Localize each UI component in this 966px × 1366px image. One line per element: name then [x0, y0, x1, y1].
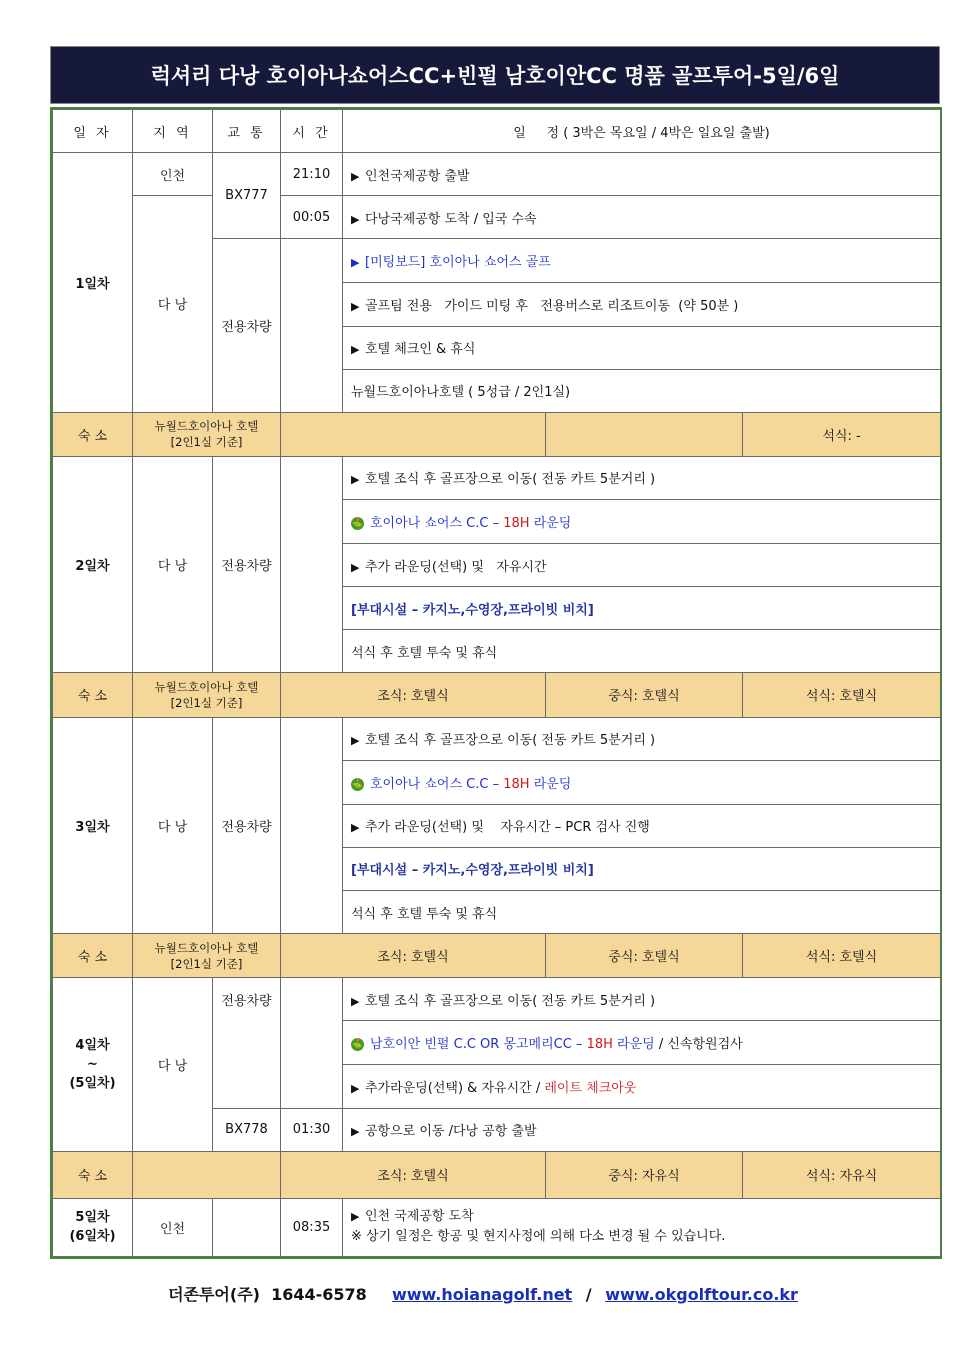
meal-dinner: 석식: 호텔식 — [743, 934, 941, 978]
schedule-item: ▶ 인천국제공항 출발 — [343, 153, 941, 196]
stay-hotel: 뉴월드호이아나 호텔 [2인1실 기준] — [133, 412, 281, 456]
page-title: 럭셔리 다낭 호이아나쇼어스CC+빈펄 남호이안CC 명품 골프투어-5일/6일 — [50, 46, 940, 104]
table-row — [53, 456, 941, 499]
schedule-item: ▶ 호텔 체크인 & 휴식 — [343, 326, 941, 369]
arrow-icon: ▶ — [351, 473, 360, 487]
stay-label: 숙 소 — [53, 1151, 133, 1198]
stay-row — [53, 1151, 941, 1198]
time-cell: 00:05 — [281, 196, 343, 239]
schedule-item: ▶ 호텔 조식 후 골프장으로 이동( 전동 카트 5분거리 ) — [343, 456, 941, 499]
table-row — [53, 1198, 941, 1256]
meal-lunch: 중식: 호텔식 — [546, 934, 743, 978]
time-cell — [281, 239, 343, 412]
day-label: 5일차 (6일차) — [53, 1198, 133, 1256]
footer — [0, 1282, 966, 1305]
meal-dinner: 석식: - — [743, 412, 941, 456]
arrow-icon: ▶ — [351, 343, 360, 357]
meal-lunch: 중식: 자유식 — [546, 1151, 743, 1198]
stay-label: 숙 소 — [53, 934, 133, 978]
itinerary-table — [52, 109, 941, 1257]
day-label: 4일차 ~ (5일차) — [53, 978, 133, 1151]
vehicle-cell: 전용차량 — [213, 239, 281, 412]
flight-cell: BX778 — [213, 1108, 281, 1151]
header-region: 지 역 — [133, 110, 213, 153]
meal-dinner: 석식: 자유식 — [743, 1151, 941, 1198]
table-row — [53, 978, 941, 1021]
table-row — [53, 717, 941, 760]
table-row — [53, 153, 941, 196]
stay-hotel: 뉴월드호이아나 호텔 [2인1실 기준] — [133, 934, 281, 978]
golf-icon: ⛳ — [351, 778, 364, 789]
header-row — [53, 110, 941, 153]
time-cell — [281, 717, 343, 934]
arrow-icon: ▶ — [351, 169, 360, 183]
stay-label: 숙 소 — [53, 673, 133, 717]
meal-breakfast: 조식: 호텔식 — [281, 1151, 546, 1198]
arrow-icon: ▶ — [351, 1210, 360, 1224]
schedule-item: [부대시설 – 카지노,수영장,프라이빗 비치] — [343, 847, 941, 890]
vehicle-cell: 전용차량 — [213, 978, 281, 1108]
header-transport: 교 통 — [213, 110, 281, 153]
schedule-item: ⛳ 남호이안 빈펄 C.C OR 몽고메리CC – 18H 라운딩 / 신속항원검사 — [343, 1021, 941, 1065]
website-link-okgolftour[interactable]: www.okgolftour.co.kr — [605, 1285, 798, 1304]
table-row — [53, 196, 941, 239]
schedule-item: ▶ 인천 국제공항 도착 ※ 상기 일정은 항공 및 현지사정에 의해 다소 변경 될 수 있습니다. — [343, 1198, 941, 1256]
region-cell: 다 낭 — [133, 978, 213, 1151]
time-cell: 01:30 — [281, 1108, 343, 1151]
arrow-icon: ▶ — [351, 994, 360, 1008]
day-label: 3일차 — [53, 717, 133, 934]
time-cell: 08:35 — [281, 1198, 343, 1256]
region-cell: 다 낭 — [133, 717, 213, 934]
stay-hotel — [133, 1151, 281, 1198]
region-cell: 인천 — [133, 1198, 213, 1256]
flight-cell: BX777 — [213, 153, 281, 239]
day-label: 1일차 — [53, 153, 133, 413]
stay-hotel: 뉴월드호이아나 호텔 [2인1실 기준] — [133, 673, 281, 717]
schedule-item: ▶ [미팅보드] 호이아나 쇼어스 골프 — [343, 239, 941, 283]
arrow-icon: ▶ — [351, 256, 360, 270]
stay-label: 숙 소 — [53, 412, 133, 456]
schedule-item: 석식 후 호텔 투숙 및 휴식 — [343, 890, 941, 933]
company-contact: 더존투어(주) 1644-6578 — [168, 1285, 367, 1304]
arrow-icon: ▶ — [351, 821, 360, 835]
website-link-hoianagolf[interactable]: www.hoianagolf.net — [391, 1285, 573, 1304]
header-schedule: 일 정 ( 3박은 목요일 / 4박은 일요일 출발) — [343, 110, 941, 153]
schedule-item: [부대시설 – 카지노,수영장,프라이빗 비치] — [343, 587, 941, 630]
schedule-item: ▶ 공항으로 이동 /다낭 공항 출발 — [343, 1108, 941, 1151]
schedule-item: ▶ 추가 라운딩(선택) 및 자유시간 – PCR 검사 진행 — [343, 804, 941, 847]
region-cell: 인천 — [133, 153, 213, 196]
meal-breakfast: 조식: 호텔식 — [281, 673, 546, 717]
vehicle-cell: 전용차량 — [213, 717, 281, 934]
schedule-item: ⛳ 호이아나 쇼어스 C.C – 18H 라운딩 — [343, 760, 941, 804]
schedule-item: ▶ 호텔 조식 후 골프장으로 이동( 전동 카트 5분거리 ) — [343, 978, 941, 1021]
vehicle-cell: 전용차량 — [213, 456, 281, 673]
region-cell: 다 낭 — [133, 196, 213, 413]
meal-lunch — [546, 412, 743, 456]
arrow-icon: ▶ — [351, 560, 360, 574]
schedule-item: ▶ 호텔 조식 후 골프장으로 이동( 전동 카트 5분거리 ) — [343, 717, 941, 760]
flight-cell — [213, 1198, 281, 1256]
schedule-item: 뉴월드호이아나호텔 ( 5성급 / 2인1실) — [343, 369, 941, 412]
stay-row — [53, 412, 941, 456]
golf-icon: ⛳ — [351, 1039, 364, 1050]
schedule-item: 석식 후 호텔 투숙 및 휴식 — [343, 630, 941, 673]
arrow-icon: ▶ — [351, 1125, 360, 1139]
meal-breakfast: 조식: 호텔식 — [281, 934, 546, 978]
stay-row — [53, 934, 941, 978]
day-label: 2일차 — [53, 456, 133, 673]
arrow-icon: ▶ — [351, 212, 360, 226]
footer-separator: / — [585, 1285, 592, 1304]
arrow-icon: ▶ — [351, 299, 360, 313]
schedule-item: ▶ 추가라운딩(선택) & 자유시간 / 레이트 체크아웃 — [343, 1065, 941, 1108]
time-cell — [281, 456, 343, 673]
header-time: 시 간 — [281, 110, 343, 153]
region-cell: 다 낭 — [133, 456, 213, 673]
schedule-item: ▶ 다낭국제공항 도착 / 입국 수속 — [343, 196, 941, 239]
schedule-item: ▶ 골프팀 전용 가이드 미팅 후 전용버스로 리조트이동 (약 50분 ) — [343, 283, 941, 326]
time-cell: 21:10 — [281, 153, 343, 196]
stay-row — [53, 673, 941, 717]
golf-icon: ⛳ — [351, 518, 364, 529]
notice-text: ※ 상기 일정은 항공 및 현지사정에 의해 다소 변경 될 수 있습니다. — [351, 1229, 726, 1245]
meal-empty — [281, 412, 546, 456]
header-day: 일 자 — [53, 110, 133, 153]
schedule-item: ⛳ 호이아나 쇼어스 C.C – 18H 라운딩 — [343, 499, 941, 543]
time-cell — [281, 978, 343, 1108]
meal-lunch: 중식: 호텔식 — [546, 673, 743, 717]
schedule-item: ▶ 추가 라운딩(선택) 및 자유시간 — [343, 544, 941, 587]
meal-dinner: 석식: 호텔식 — [743, 673, 941, 717]
arrow-icon: ▶ — [351, 734, 360, 748]
arrow-icon: ▶ — [351, 1081, 360, 1095]
